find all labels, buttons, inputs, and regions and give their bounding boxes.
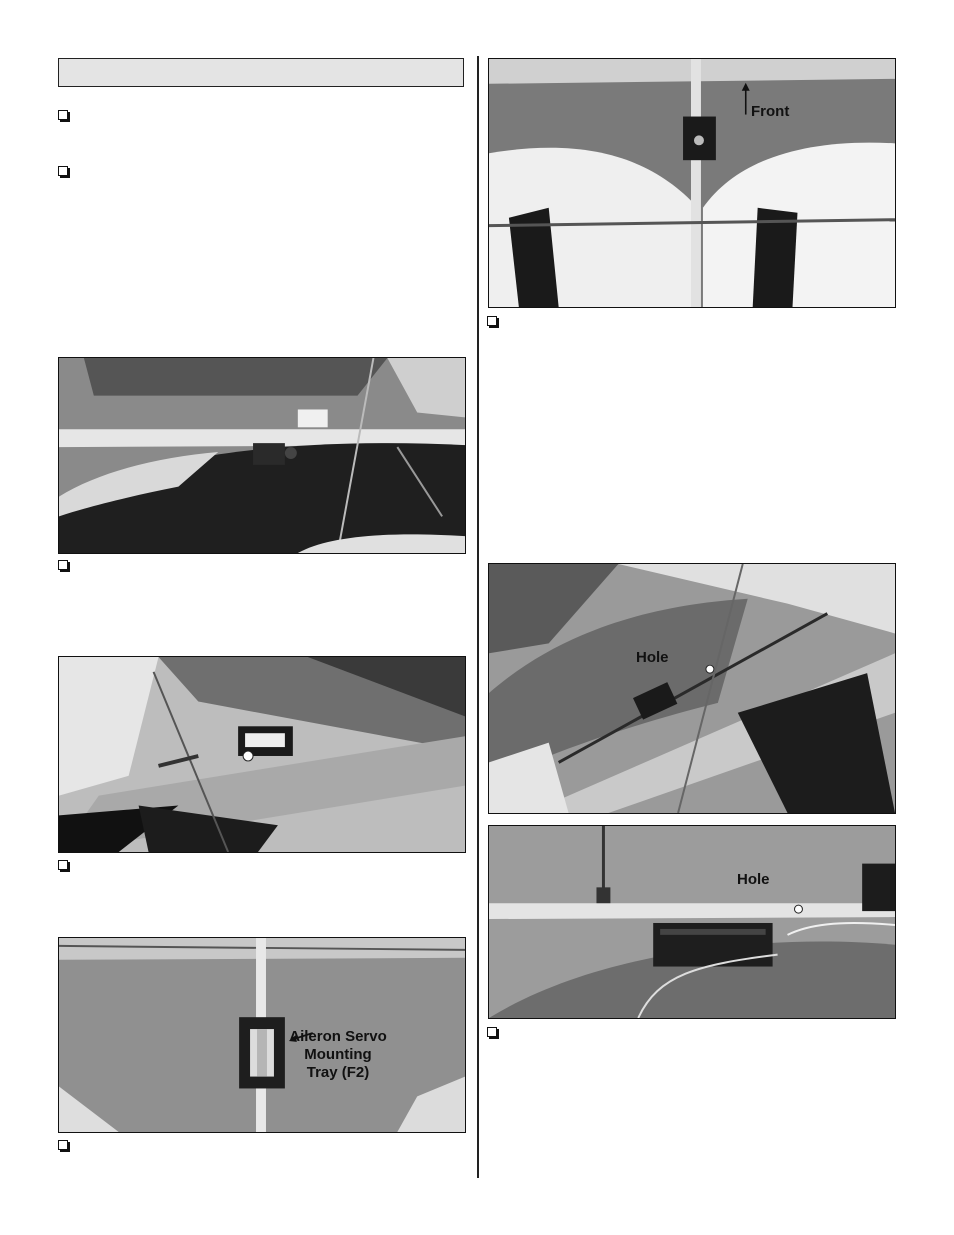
step-checkbox-icon[interactable] — [58, 1140, 68, 1150]
hole-label-bottom: Hole — [737, 871, 770, 888]
step-checkbox-icon[interactable] — [58, 560, 68, 570]
tray-label-line: Mounting — [304, 1046, 372, 1063]
step-checkbox-icon[interactable] — [58, 166, 68, 176]
photo-receiver-hole-top — [488, 563, 896, 814]
column-divider — [477, 56, 479, 1178]
hole-label-top: Hole — [636, 649, 669, 666]
step-checkbox-icon[interactable] — [58, 860, 68, 870]
section-header-box — [58, 58, 464, 87]
tray-label-line: Tray (F2) — [306, 1064, 370, 1081]
aileron-servo-tray-label — [258, 1028, 418, 1082]
photo-servo-wing — [58, 656, 466, 853]
step-checkbox-icon[interactable] — [487, 316, 497, 326]
photo-switch-front — [488, 58, 896, 308]
tray-label-line: Aileron Servo — [289, 1028, 387, 1045]
photo-receiver-hole-bottom — [488, 825, 896, 1019]
front-label: Front — [751, 103, 790, 120]
photo-servo-installed — [58, 357, 466, 554]
step-checkbox-icon[interactable] — [487, 1027, 497, 1037]
step-checkbox-icon[interactable] — [58, 110, 68, 120]
